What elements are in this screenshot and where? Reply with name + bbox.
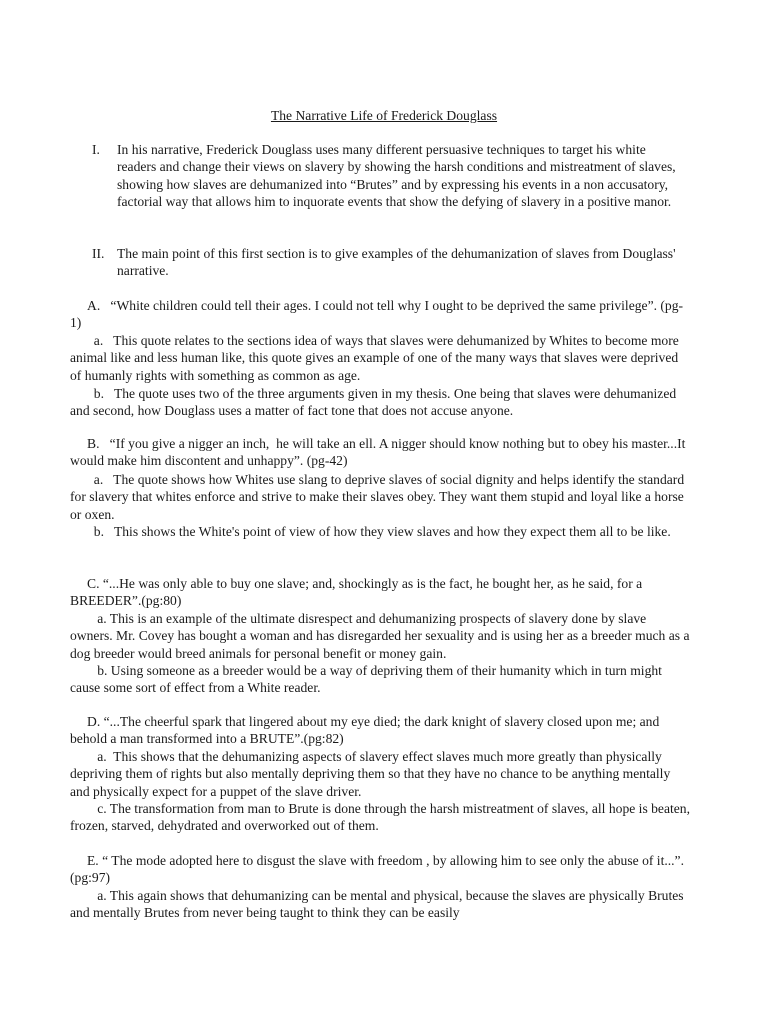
section-ii: [92, 245, 692, 281]
point-a-b: b. The quote uses two of the three arguments given in my thesis. One being that slaves were dehumanized and second, how Douglass uses a matter of fact tone that does not accuse anyone.: [70, 386, 680, 419]
point-d-a: a. This shows that the dehumanizing aspects of slavery effect slaves much more greatly than physically depriving them of rights but also mentally depriving them so that they have no chance to be anything mentally and physically expect for a puppet of the slave driver.: [70, 749, 674, 799]
document-title: The Narrative Life of Frederick Douglass: [270, 108, 498, 123]
section-number: I.: [92, 142, 100, 157]
section-text: The main point of this first section is to give examples of the dehumanization of slaves from Douglass' narrative.: [117, 246, 676, 279]
quote-d: D. “...The cheerful spark that lingered about my eye died; the dark knight of slavery closed upon me; and behold a man transformed into a BRUTE”.(pg:82): [70, 714, 663, 747]
point-d-c: c. The transformation from man to Brute is done through the harsh mistreatment of slaves, all hope is beaten, frozen, starved, dehydrated and overworked out of them.: [70, 801, 694, 834]
quote-c: C. “...He was only able to buy one slave; and, shockingly as is the fact, he bought her, as he said, for a BREEDER”.(pg:80): [70, 576, 646, 609]
section-text: In his narrative, Frederick Douglass uses many different persuasive techniques to target his white readers and change their views on slavery by showing the harsh conditions and mistreatment of slaves, showing how slaves are dehumanized into “Brutes” and by expressing his events in a non accusatory, factorial way that allows him to inquorate events that show the defying of slavery in a positive manor.: [117, 142, 676, 210]
point-c-a: a. This is an example of the ultimate disrespect and dehumanizing prospects of slavery done by slave owners. Mr. Covey has bought a woman and has disregarded her sexuality and is using her as a breeder much as a dog breeder would breed animals for personal benefit or money gain.: [70, 611, 693, 661]
point-e-a: a. This again shows that dehumanizing can be mental and physical, because the slaves are physically Brutes and mentally Brutes from never being taught to think they can be easily: [70, 888, 687, 921]
point-a-a: a. This quote relates to the sections idea of ways that slaves were dehumanized by Whites to become more animal like and less human like, this quote gives an example of one of the many ways that slaves were deprived of humanly rights with something as common as age.: [70, 333, 683, 383]
point-c-b: b. Using someone as a breeder would be a way of depriving them of their humanity which in turn might cause some sort of effect from a White reader.: [70, 663, 666, 696]
quote-b: B. “If you give a nigger an inch, he will take an ell. A nigger should know nothing but to obey his master...It would make him discontent and unhappy”. (pg-42): [70, 436, 689, 469]
point-b-a: a. The quote shows how Whites use slang to deprive slaves of social dignity and helps identify the standard for slavery that whites enforce and strive to make their slaves obey. They want them stupid and loyal like a horse or oxen.: [70, 472, 688, 522]
section-number: II.: [92, 246, 105, 261]
quote-e: E. “ The mode adopted here to disgust the slave with freedom , by allowing him to see only the abuse of it...”.(pg:97): [70, 853, 684, 886]
point-b-b: b. This shows the White's point of view of how they view slaves and how they expect them all to be like.: [70, 524, 671, 539]
quote-a: A. “White children could tell their ages. I could not tell why I ought to be deprived the same privilege”. (pg-1): [70, 298, 684, 331]
section-i: [92, 141, 692, 231]
